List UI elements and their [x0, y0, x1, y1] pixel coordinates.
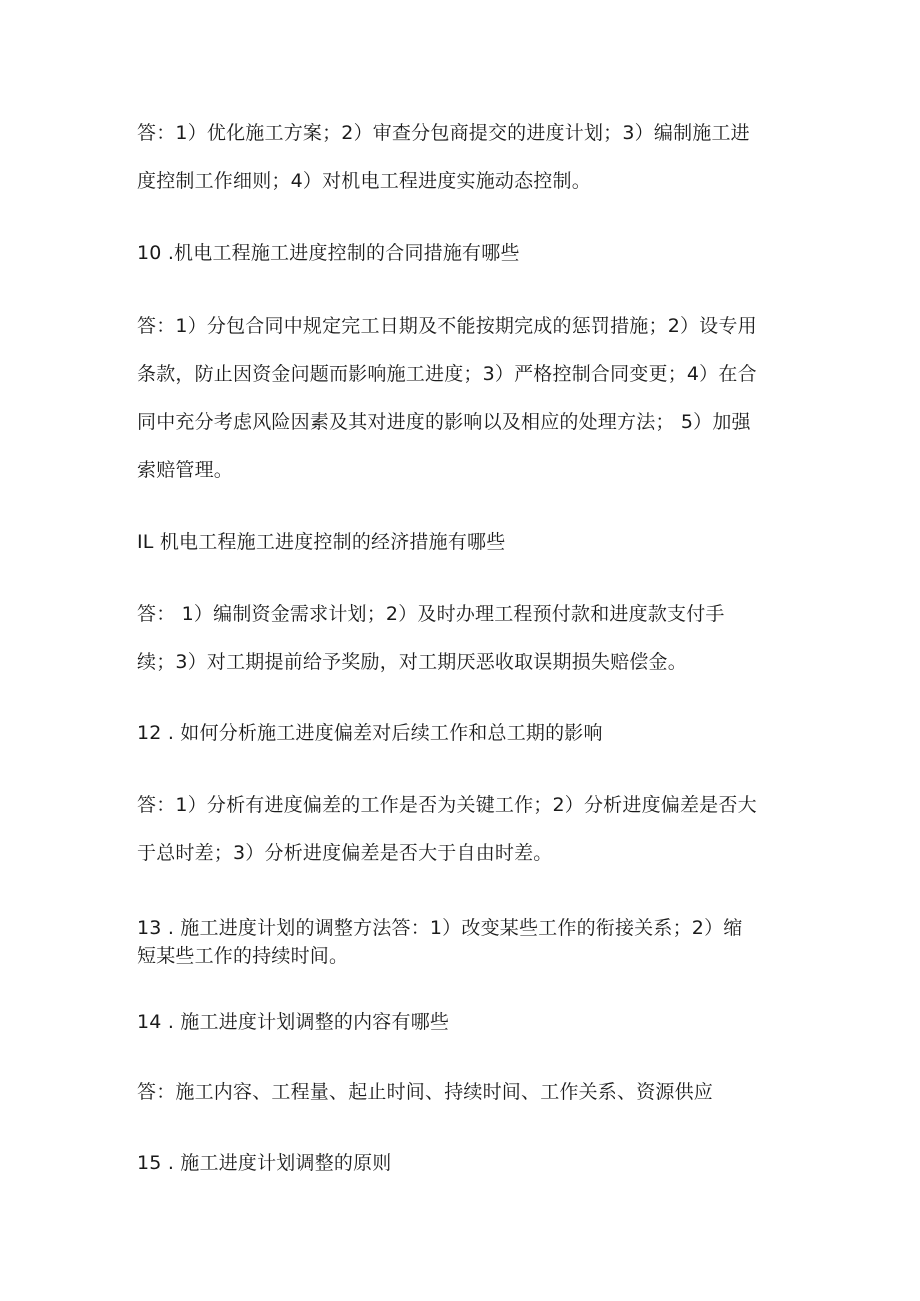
answer-10-line-3: 同中充分考虑风险因素及其对进度的影响以及相应的处理方法； 5）加强 [137, 411, 751, 433]
question-14-heading: 14 . 施工进度计划调整的内容有哪些 [137, 1011, 450, 1033]
question-15-heading: 15 . 施工进度计划调整的原则 [137, 1152, 392, 1174]
answer-10-line-2: 条款，防止因资金问题而影响施工进度；3）严格控制合同变更；4）在合 [137, 363, 757, 385]
question-10-heading: 10 .机电工程施工进度控制的合同措施有哪些 [137, 242, 520, 264]
answer-12-line-1: 答：1）分析有进度偏差的工作是否为关键工作；2）分析进度偏差是否大 [137, 794, 757, 816]
question-11-heading: IL 机电工程施工进度控制的经济措施有哪些 [137, 531, 506, 553]
answer-9-line-2: 度控制工作细则；4）对机电工程进度实施动态控制。 [137, 170, 591, 192]
answer-12-line-2: 于总时差；3）分析进度偏差是否大于自由时差。 [137, 842, 553, 864]
answer-9-line-1: 答：1）优化施工方案；2）审查分包商提交的进度计划；3）编制施工进 [137, 122, 750, 144]
answer-11-line-2: 续；3）对工期提前给予奖励，对工期厌恶收取误期损失赔偿金。 [137, 651, 687, 673]
answer-14-line-1: 答：施工内容、工程量、起止时间、持续时间、工作关系、资源供应 [137, 1081, 714, 1103]
answer-10-line-1: 答：1）分包合同中规定完工日期及不能按期完成的惩罚措施；2）设专用 [137, 315, 757, 337]
question-13-line-2: 短某些工作的持续时间。 [137, 945, 349, 967]
answer-10-line-4: 索赔管理。 [137, 459, 234, 481]
answer-11-line-1: 答： 1）编制资金需求计划；2）及时办理工程预付款和进度款支付手 [137, 603, 725, 625]
question-13-line-1: 13 . 施工进度计划的调整方法答：1）改变某些工作的衔接关系；2）缩 [137, 917, 743, 939]
question-12-heading: 12 . 如何分析施工进度偏差对后续工作和总工期的影响 [137, 722, 603, 744]
